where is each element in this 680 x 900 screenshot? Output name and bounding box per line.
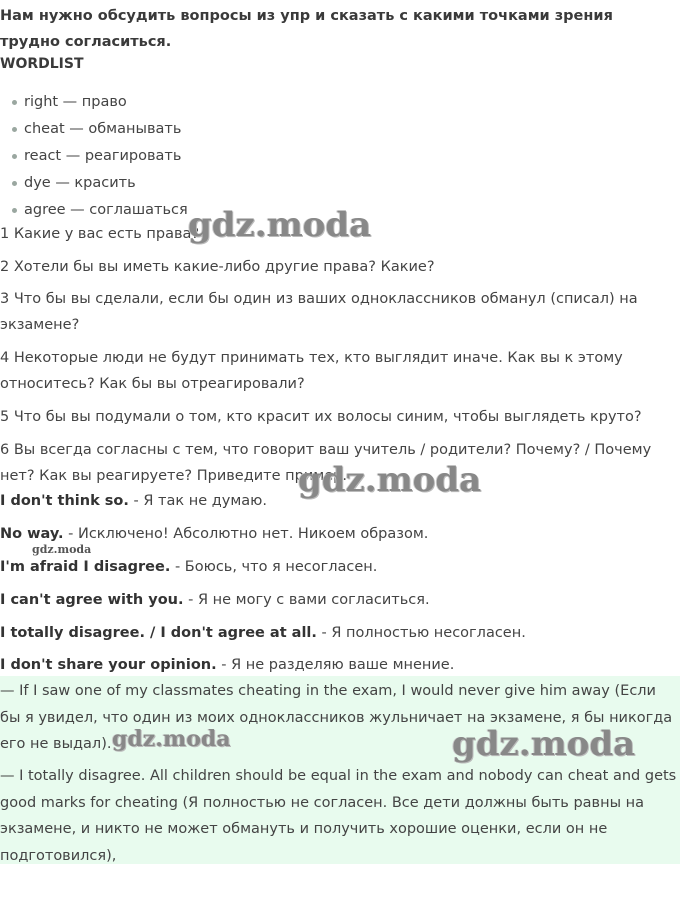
- phrase-en: I don't think so.: [0, 493, 129, 509]
- phrase-en: No way.: [0, 526, 64, 542]
- bullet-icon: [12, 127, 17, 132]
- question-3: 3 Что бы вы сделали, если бы один из ваших одноклассников обманул (списал) на экзамене?: [0, 291, 638, 333]
- bullet-icon: [12, 208, 17, 213]
- wordlist-item: [0, 144, 188, 171]
- wordlist-item-text: dye — красить: [24, 175, 136, 191]
- phrase-row: [0, 489, 267, 513]
- bullet-icon: [12, 181, 17, 186]
- watermark-logo: gdz.moda: [112, 726, 231, 752]
- phrase-row: [0, 588, 430, 612]
- phrase-ru: - Я так не думаю.: [128, 493, 267, 509]
- wordlist-item-text: right — право: [24, 94, 127, 110]
- bullet-icon: [12, 154, 17, 159]
- phrase-ru: - Я не могу с вами согласиться.: [183, 592, 430, 608]
- phrase-en: I'm afraid I disagree.: [0, 559, 171, 575]
- phrase-ru: - Боюсь, что я несогласен.: [170, 559, 378, 575]
- wordlist-item: [0, 171, 188, 198]
- wordlist: [0, 90, 188, 225]
- example-2: — I totally disagree. All children should be equal in the exam and nobody can cheat and gets good marks for cheating (Я полностью не согласен. Все дети должны быть равны на экзамене, и никто не может обмануть и получить хорошие оценки, если он не подготовился),: [0, 768, 677, 864]
- question-4: 4 Некоторые люди не будут принимать тех, кто выглядит иначе. Как вы к этому относитесь? Как бы вы отреагировали?: [0, 350, 623, 392]
- phrase-row: [0, 653, 454, 677]
- bullet-icon: [12, 100, 17, 105]
- phrase-row: [0, 555, 377, 579]
- question-2: 2 Хотели бы вы иметь какие-либо другие права? Какие?: [0, 259, 435, 275]
- wordlist-item-text: react — реагировать: [24, 148, 182, 164]
- question-1: 1 Какие у вас есть права?: [0, 226, 200, 242]
- watermark-logo: gdz.moda: [298, 460, 482, 500]
- watermark-logo: gdz.moda: [32, 543, 92, 556]
- intro-text: Нам нужно обсудить вопросы из упр и сказать с какими точками зрения трудно согласиться.: [0, 8, 613, 50]
- example-1: — If I saw one of my classmates cheating in the exam, I would never give him away (Если бы я увидел, что один из моих одноклассников жульничает на экзамене, я бы никогда его не выдал).: [0, 683, 673, 752]
- question-5: 5 Что бы вы подумали о том, кто красит их волосы синим, чтобы выглядеть круто?: [0, 409, 642, 425]
- watermark-logo: gdz.moda: [452, 724, 636, 764]
- wordlist-item: [0, 90, 188, 117]
- wordlist-item: [0, 117, 188, 144]
- phrase-ru: - Исключено! Абсолютно нет. Никоем образом.: [63, 526, 429, 542]
- phrase-ru: - Я полностью несогласен.: [316, 625, 526, 641]
- wordlist-item-text: cheat — обманывать: [24, 121, 182, 137]
- phrase-en: I can't agree with you.: [0, 592, 184, 608]
- wordlist-item-text: agree — соглашаться: [24, 202, 188, 218]
- watermark-logo: gdz.moda: [188, 205, 372, 245]
- wordlist-title: WORDLIST: [0, 56, 84, 72]
- question-6: 6 Вы всегда согласны с тем, что говорит ваш учитель / родители? Почему? / Почему нет? Как вы реагируете? Приведите пример.: [0, 442, 652, 484]
- phrase-en: I totally disagree. / I don't agree at all.: [0, 625, 317, 641]
- phrase-ru: - Я не разделяю ваше мнение.: [216, 657, 455, 673]
- phrase-row: [0, 621, 526, 645]
- phrase-en: I don't share your opinion.: [0, 657, 217, 673]
